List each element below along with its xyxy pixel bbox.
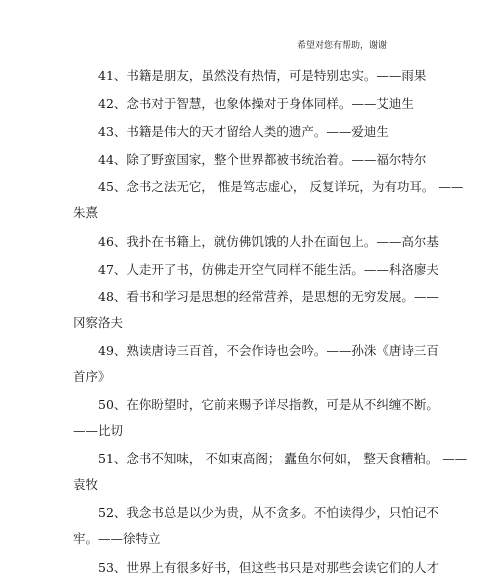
quote-text: 46、我扑在书籍上，就仿佛饥饿的人扑在面包上。——高尔基 xyxy=(98,234,439,249)
header-note: 希望对您有帮助，谢谢 xyxy=(297,41,388,51)
quote-text: 45、念书之法无它， 惟是笃志虚心， 反复详玩，为有功耳。 —— xyxy=(98,179,464,194)
quote-text: 41、书籍是朋友，虽然没有热情，可是特别忠实。——雨果 xyxy=(98,68,427,83)
quote-text-continued: 冈察洛夫 xyxy=(73,315,124,330)
quote-text-continued: 首序》 xyxy=(73,369,111,384)
quote-51 xyxy=(73,446,468,498)
quote-49 xyxy=(73,338,439,390)
quote-45 xyxy=(73,174,464,226)
quote-44 xyxy=(98,146,428,174)
quote-text: 50、在你盼望时，它前来赐予详尽指教，可是从不纠缠不断。 xyxy=(98,397,439,412)
quote-43 xyxy=(98,118,428,146)
quote-list xyxy=(73,62,468,582)
quote-text-continued: 朱熹 xyxy=(73,205,99,220)
quote-46 xyxy=(98,228,439,256)
quote-47 xyxy=(98,256,439,284)
quote-53 xyxy=(98,554,439,582)
quote-41 xyxy=(98,62,428,90)
quote-text: 48、看书和学习是思想的经常营养，是思想的无穷发展。—— xyxy=(98,289,439,304)
quote-text: 43、书籍是伟大的天才留给人类的遗产。——爱迪生 xyxy=(98,124,389,139)
quote-text: 53、世界上有很多好书，但这些书只是对那些会读它们的人才 xyxy=(98,560,439,575)
quote-42 xyxy=(98,90,428,118)
quote-text-continued: ——比切 xyxy=(73,423,124,438)
quote-text: 44、除了野蛮国家，整个世界都被书统治着。——福尔特尔 xyxy=(98,152,427,167)
quote-50 xyxy=(73,392,439,444)
quote-text: 49、熟读唐诗三百首，不会作诗也会吟。——孙洙《唐诗三百 xyxy=(98,343,439,358)
quote-text-continued: 袁牧 xyxy=(73,477,99,492)
quote-text: 47、人走开了书，仿佛走开空气同样不能生活。——科洛廖夫 xyxy=(98,262,439,277)
quote-48 xyxy=(73,284,439,336)
quote-text-continued: 牢。——徐特立 xyxy=(73,531,161,546)
quote-text: 51、念书不知味， 不如束高阁； 蠹鱼尔何如， 整天食糟粕。 —— xyxy=(98,451,468,466)
quote-text: 52、我念书总是以少为贵，从不贪多。不怕读得少，只怕记不 xyxy=(98,505,439,520)
quote-text: 42、念书对于智慧，也象体操对于身体同样。——艾迪生 xyxy=(98,96,414,111)
quote-52 xyxy=(73,500,439,552)
